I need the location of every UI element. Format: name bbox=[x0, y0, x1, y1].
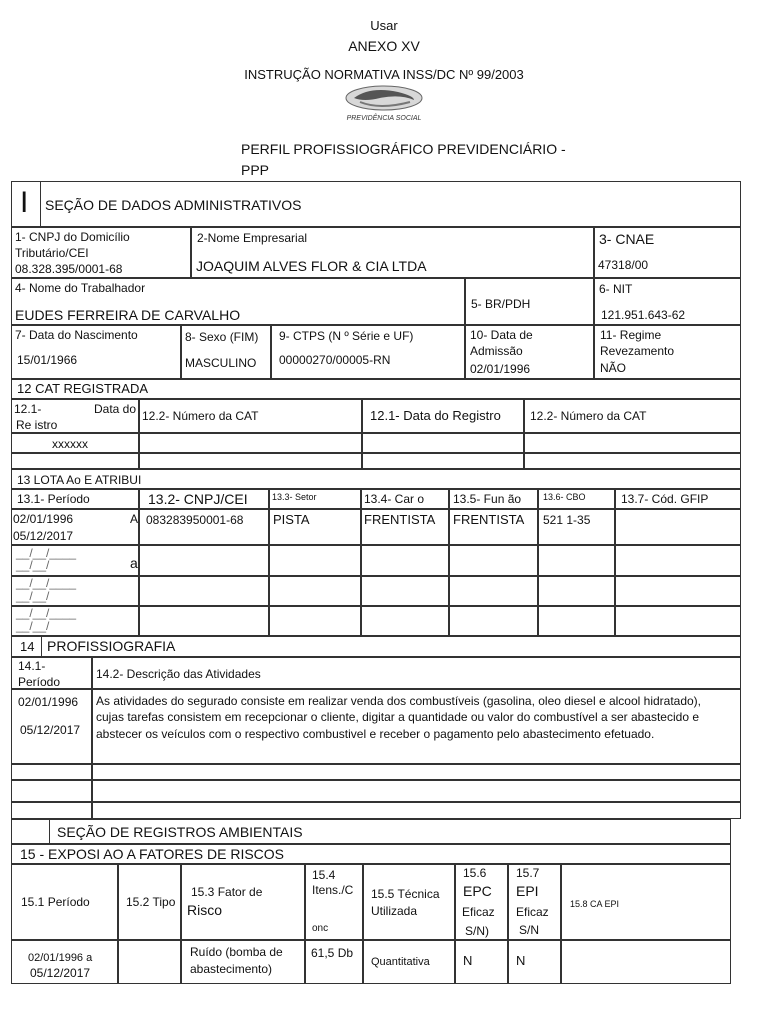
lota-r1-periodo bbox=[11, 509, 139, 545]
prof-header bbox=[11, 636, 741, 657]
lota-r2-blank-end: __/__/ bbox=[16, 558, 50, 572]
nascimento-cell bbox=[11, 325, 181, 379]
cat-r1-c2 bbox=[139, 433, 362, 453]
amb-r1-ca-epi bbox=[561, 940, 731, 984]
cnae-cell bbox=[594, 227, 741, 278]
amb-subtitle: 15 - EXPOSI AO A FATORES DE RISCOS bbox=[20, 846, 285, 862]
amb-h3-label-2: Risco bbox=[187, 902, 223, 918]
prof-num: 14 bbox=[20, 639, 35, 654]
cat-masked-value: xxxxxx bbox=[52, 437, 88, 451]
amb-r1-tecnica-value: Quantitativa bbox=[371, 956, 430, 968]
prof-h1-label-2: Período bbox=[18, 675, 61, 689]
lota-h4-label: 13.4- Car o bbox=[364, 492, 425, 506]
lota-r4-c3 bbox=[269, 606, 361, 636]
lota-r1-funcao-value: FRENTISTA bbox=[453, 512, 525, 527]
amb-h1 bbox=[11, 864, 118, 940]
ctps-value: 00000270/00005-RN bbox=[279, 353, 391, 367]
cnae-value: 47318/00 bbox=[598, 258, 649, 272]
cat-r2-c3 bbox=[362, 453, 524, 469]
prof-desc-line1: As atividades do segurado consiste em realizar venda dos combustíveis (gasolina, oleo diesel e alcool hidratado), bbox=[96, 694, 702, 708]
lota-h3-label: 13.3- Setor bbox=[272, 492, 317, 502]
amb-h6-label-3: Eficaz bbox=[462, 905, 495, 919]
admissao-label-2: Admissão bbox=[470, 344, 523, 358]
regime-cell bbox=[594, 325, 741, 379]
lota-r1-a: A bbox=[130, 512, 139, 526]
amb-r1-tecnica bbox=[363, 940, 455, 984]
perfil-title-line1: PERFIL PROFISSIOGRÁFICO PREVIDENCIÁRIO - bbox=[241, 141, 566, 157]
lota-r1-cargo bbox=[361, 509, 449, 545]
cat-r1-c3 bbox=[362, 433, 524, 453]
nome-empresarial-value: JOAQUIM ALVES FLOR & CIA LTDA bbox=[196, 258, 427, 274]
regime-label: 11- Regime bbox=[600, 328, 662, 342]
amb-subheader bbox=[11, 844, 731, 864]
ctps-cell bbox=[271, 325, 465, 379]
lota-r4-blank-start: __/__/____ bbox=[16, 606, 77, 620]
prof-r2-c1 bbox=[11, 764, 92, 780]
amb-h6 bbox=[455, 864, 508, 940]
amb-h3 bbox=[181, 864, 305, 940]
cnae-label: 3- CNAE bbox=[599, 231, 655, 247]
lota-h1 bbox=[11, 489, 139, 509]
lota-h2 bbox=[139, 489, 269, 509]
amb-h4-label-2: Itens./C bbox=[312, 883, 354, 897]
prof-r4-c2 bbox=[92, 802, 741, 819]
amb-h6-label: 15.6 bbox=[463, 866, 487, 880]
lota-h4 bbox=[361, 489, 449, 509]
nit-label: 6- NIT bbox=[599, 282, 633, 296]
lota-r3-periodo bbox=[11, 576, 139, 606]
prof-h1-label: 14.1- bbox=[18, 659, 46, 673]
amb-h4 bbox=[305, 864, 363, 940]
amb-r1-periodo bbox=[11, 940, 118, 984]
prof-r3-c2 bbox=[92, 780, 741, 802]
lota-r1-cnpj bbox=[139, 509, 269, 545]
prof-r1-end: 05/12/2017 bbox=[20, 723, 81, 737]
cat-r1-c1 bbox=[11, 433, 139, 453]
lota-r1-setor bbox=[269, 509, 361, 545]
amb-h1-label: 15.1 Período bbox=[21, 895, 90, 909]
lota-r2-c2 bbox=[139, 545, 269, 576]
lota-r4-blank-end: __/__/ bbox=[16, 619, 50, 633]
trabalhador-label: 4- Nome do Trabalhador bbox=[15, 281, 146, 295]
cat-col4-label: 12.2- Número da CAT bbox=[530, 409, 647, 423]
trabalhador-cell bbox=[11, 278, 465, 325]
cat-r2-c1 bbox=[11, 453, 139, 469]
prof-r1-descricao bbox=[92, 689, 741, 764]
amb-h5 bbox=[363, 864, 455, 940]
amb-h4-label-3: onc bbox=[312, 923, 329, 934]
regime-label-2: Revezamento bbox=[600, 344, 675, 358]
lota-h2-label: 13.2- CNPJ/CEI bbox=[148, 491, 248, 507]
lota-r1-gfip bbox=[615, 509, 741, 545]
trabalhador-value: EUDES FERREIRA DE CARVALHO bbox=[15, 307, 241, 323]
lota-r1-end: 05/12/2017 bbox=[13, 529, 74, 543]
lota-r3-c5 bbox=[449, 576, 538, 606]
amb-h6-label-2: EPC bbox=[463, 883, 492, 899]
roman-numeral: I bbox=[20, 186, 29, 219]
amb-h6-label-4: S/N) bbox=[465, 924, 489, 938]
cnpj-label: 1- CNPJ do Domicílio bbox=[15, 230, 130, 244]
prof-desc-line3: abstecer os veículos com o respectivo combustivel e receber o pagamento pelo abastecimento efetuado. bbox=[96, 727, 655, 741]
prof-r4-c1 bbox=[11, 802, 92, 819]
lota-r4-c7 bbox=[615, 606, 741, 636]
lota-r4-c2 bbox=[139, 606, 269, 636]
cat-r1-c4 bbox=[524, 433, 741, 453]
amb-h8-label: 15.8 CA EPI bbox=[570, 899, 620, 909]
amb-r1-epc-value: N bbox=[463, 953, 473, 968]
cat-col1-header bbox=[11, 399, 139, 433]
amb-h2-label: 15.2 Tipo bbox=[126, 895, 176, 909]
cat-r2-c4 bbox=[524, 453, 741, 469]
amb-r1-epi bbox=[508, 940, 561, 984]
lota-h7 bbox=[615, 489, 741, 509]
logo-text: PREVIDÊNCIA SOCIAL bbox=[346, 115, 422, 122]
amb-r1-epc bbox=[455, 940, 508, 984]
lota-r1-cbo-value: 521 1-35 bbox=[543, 513, 591, 527]
prof-title: PROFISSIOGRAFIA bbox=[47, 638, 176, 654]
prof-r2-c2 bbox=[92, 764, 741, 780]
cat-col4-header bbox=[524, 399, 741, 433]
amb-r1-period-end: 05/12/2017 bbox=[30, 966, 91, 980]
amb-h8 bbox=[561, 864, 731, 940]
lota-h5 bbox=[449, 489, 538, 509]
lota-r2-c4 bbox=[361, 545, 449, 576]
cnpj-label-2: Tributário/CEI bbox=[15, 246, 89, 260]
amb-r1-itens-value: 61,5 Db bbox=[311, 946, 354, 960]
amb-r1-period-start: 02/01/1996 a bbox=[28, 952, 93, 964]
lota-r3-c7 bbox=[615, 576, 741, 606]
br-pdh-label: 5- BR/PDH bbox=[471, 297, 531, 311]
usar-text: Usar bbox=[370, 18, 398, 33]
previdencia-logo bbox=[340, 84, 428, 124]
lota-r2-periodo bbox=[11, 545, 139, 576]
cat-title: 12 CAT REGISTRADA bbox=[17, 381, 148, 396]
prof-r1-start: 02/01/1996 bbox=[18, 695, 79, 709]
ctps-label: 9- CTPS (N º Série e UF) bbox=[279, 329, 414, 343]
cat-col1-label-b: Data do bbox=[94, 402, 137, 416]
amb-h4-label: 15.4 bbox=[312, 868, 336, 882]
amb-h7-label-2: EPI bbox=[516, 883, 539, 899]
lota-r4-c5 bbox=[449, 606, 538, 636]
lota-r2-c6 bbox=[538, 545, 615, 576]
anexo-title: ANEXO XV bbox=[348, 38, 420, 54]
section-admin-title: SEÇÃO DE DADOS ADMINISTRATIVOS bbox=[45, 197, 302, 213]
lota-h3 bbox=[269, 489, 361, 509]
lota-r2-a: a bbox=[130, 555, 138, 571]
lota-r1-setor-value: PISTA bbox=[273, 512, 310, 527]
lota-h6 bbox=[538, 489, 615, 509]
prof-r3-c1 bbox=[11, 780, 92, 802]
amb-h7 bbox=[508, 864, 561, 940]
amb-h7-label: 15.7 bbox=[516, 866, 540, 880]
amb-r1-epi-value: N bbox=[516, 953, 526, 968]
nome-empresarial-label: 2-Nome Empresarial bbox=[197, 231, 308, 245]
sexo-value: MASCULINO bbox=[185, 356, 257, 370]
cat-col3-label: 12.1- Data do Registro bbox=[370, 408, 501, 423]
section-admin-header bbox=[11, 181, 741, 227]
cat-col2-header bbox=[139, 399, 362, 433]
sexo-label: 8- Sexo (FIM) bbox=[185, 330, 259, 344]
lota-r3-c3 bbox=[269, 576, 361, 606]
amb-r1-fator bbox=[181, 940, 305, 984]
cnpj-cell bbox=[11, 227, 191, 278]
admissao-value: 02/01/1996 bbox=[470, 362, 531, 376]
lota-r3-c6 bbox=[538, 576, 615, 606]
amb-h5-label-2: Utilizada bbox=[371, 904, 418, 918]
lota-r2-c3 bbox=[269, 545, 361, 576]
cat-header bbox=[11, 379, 741, 399]
cat-col3-header bbox=[362, 399, 524, 433]
prof-r1-periodo bbox=[11, 689, 92, 764]
amb-r1-fator-line2: abastecimento) bbox=[190, 962, 273, 976]
admissao-label: 10- Data de bbox=[470, 328, 533, 342]
cat-col1-label-c: Re istro bbox=[16, 418, 58, 432]
admissao-cell bbox=[465, 325, 594, 379]
amb-h5-label: 15.5 Técnica bbox=[371, 887, 440, 901]
lota-r3-blank-start: __/__/____ bbox=[16, 576, 77, 590]
nome-empresarial-cell bbox=[191, 227, 594, 278]
lota-r1-cnpj-value: 083283950001-68 bbox=[146, 513, 244, 527]
nascimento-label: 7- Data do Nascimento bbox=[15, 328, 138, 342]
lota-header bbox=[11, 469, 741, 489]
prof-h2-label: 14.2- Descrição das Atividades bbox=[96, 667, 261, 681]
amb-h2 bbox=[118, 864, 181, 940]
lota-r3-blank-end: __/__/ bbox=[16, 589, 50, 603]
cat-r2-c2 bbox=[139, 453, 362, 469]
lota-title: 13 LOTA Ao E ATRIBUI bbox=[17, 473, 142, 487]
lota-r2-c7 bbox=[615, 545, 741, 576]
amb-h7-label-3: Eficaz bbox=[516, 905, 549, 919]
prof-h2 bbox=[92, 657, 741, 689]
amb-header bbox=[11, 819, 731, 844]
lota-r4-c6 bbox=[538, 606, 615, 636]
lota-h7-label: 13.7- Cód. GFIP bbox=[621, 492, 709, 506]
lota-r2-blank-start: __/__/____ bbox=[16, 546, 77, 560]
lota-h5-label: 13.5- Fun ão bbox=[453, 492, 522, 506]
lota-r1-cbo bbox=[538, 509, 615, 545]
perfil-title-line2: PPP bbox=[241, 162, 270, 178]
amb-h3-label: 15.3 Fator de bbox=[191, 885, 263, 899]
lota-r4-periodo bbox=[11, 606, 139, 636]
lota-r2-c5 bbox=[449, 545, 538, 576]
prof-desc-line2: cujas tarefas consistem em recepcionar o cliente, digitar a quantidade ou valor do combustível a ser abastecido e bbox=[96, 710, 699, 724]
br-pdh-cell bbox=[465, 278, 594, 325]
lota-r1-start: 02/01/1996 bbox=[13, 512, 74, 526]
amb-r1-itens bbox=[305, 940, 363, 984]
amb-title: SEÇÃO DE REGISTROS AMBIENTAIS bbox=[57, 824, 303, 840]
lota-h1-label: 13.1- Período bbox=[17, 492, 90, 506]
nascimento-value: 15/01/1966 bbox=[17, 353, 78, 367]
nit-value: 121.951.643-62 bbox=[601, 308, 686, 322]
nit-cell bbox=[594, 278, 741, 325]
lota-r1-funcao bbox=[449, 509, 538, 545]
lota-r1-cargo-value: FRENTISTA bbox=[364, 512, 436, 527]
cat-col1-label-a: 12.1- bbox=[14, 402, 42, 416]
sexo-cell bbox=[181, 325, 271, 379]
instrucao-normativa: INSTRUÇÃO NORMATIVA INSS/DC Nº 99/2003 bbox=[244, 67, 524, 82]
amb-r1-fator-line1: Ruído (bomba de bbox=[190, 945, 283, 959]
cnpj-value: 08.328.395/0001-68 bbox=[15, 262, 123, 276]
lota-r3-c2 bbox=[139, 576, 269, 606]
cat-col2-label: 12.2- Número da CAT bbox=[142, 409, 259, 423]
amb-r1-tipo bbox=[118, 940, 181, 984]
lota-r4-c4 bbox=[361, 606, 449, 636]
lota-h6-label: 13.6- CBO bbox=[543, 492, 586, 502]
lota-r3-c4 bbox=[361, 576, 449, 606]
amb-h7-label-4: S/N bbox=[519, 923, 540, 937]
prof-h1 bbox=[11, 657, 92, 689]
regime-value: NÃO bbox=[600, 361, 627, 375]
